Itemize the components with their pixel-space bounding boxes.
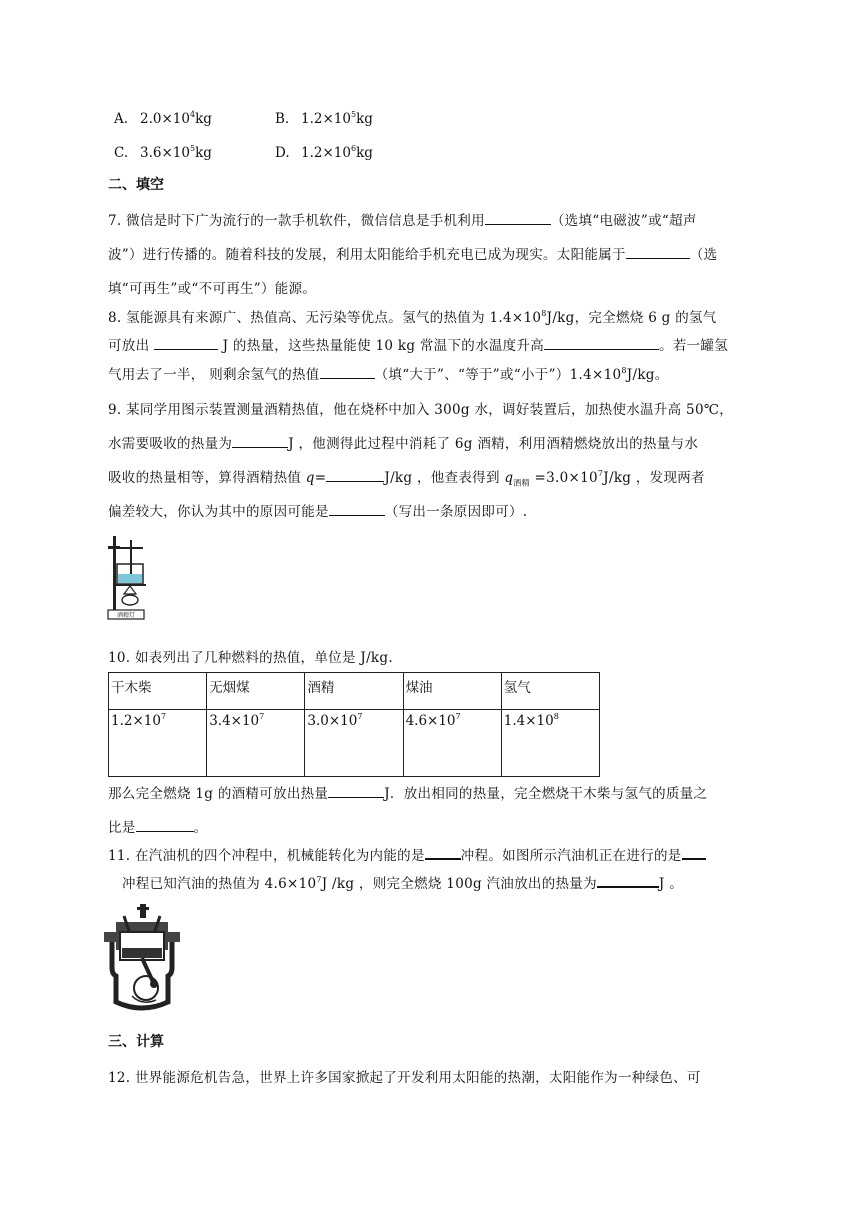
q11-blank-1[interactable] — [425, 847, 461, 860]
table-header-cell: 酒精 — [305, 673, 403, 710]
alcohol-burner-apparatus-figure — [104, 534, 148, 620]
option-b: B. $1.2\times 10^5kg$ — [275, 110, 373, 127]
q10-line-after-1: 那么完全燃烧 1g 的酒精可放出热量 J．放出相同的热量，完全燃烧干木柴与氢气的质量之 — [108, 786, 708, 802]
q11-blank-2[interactable] — [682, 847, 706, 860]
q10-blank-1[interactable] — [328, 786, 384, 798]
q10-intro: 10. 如表列出了几种燃料的热值，单位是 J/kg. — [108, 650, 393, 666]
q7-blank-2[interactable] — [626, 247, 690, 259]
q8-line-1: 8. 氢能源具有来源广、热值高、无污染等优点。氢气的热值为 $1.4\times 10^8J/kg$，完全燃烧 6 g 的氢气 — [108, 309, 717, 326]
section-heading-calc: 三、计算 — [108, 1034, 164, 1050]
q7-line-1: 7. 微信是时下广为流行的一款手机软件，微信信息是手机利用 （选填“电磁波”或“超声 — [108, 213, 697, 229]
table-value-cell: $1.4\times 10^8$ — [501, 710, 599, 777]
table-header-cell: 氢气 — [501, 673, 599, 710]
q8-blank-2[interactable] — [544, 338, 659, 350]
section-heading-fill: 二、填空 — [108, 177, 164, 193]
table-value-cell: $1.2\times 10^7$ — [109, 710, 207, 777]
q9-blank-3[interactable] — [329, 504, 385, 516]
q7-line-2: 波”）进行传播的。随着科技的发展，利用太阳能给手机充电已成为现实。太阳能属于 （选 — [108, 247, 718, 263]
table-value-cell: $3.4\times 10^7$ — [207, 710, 305, 777]
figure-base-label: 酒精灯 — [116, 612, 136, 619]
q9-line-3: 吸收的热量相等，算得酒精热值 q= J/kg ，他查表得到 $q_{酒精} =3.0\times 10^7J/kg$ ，发现两者 — [108, 469, 705, 488]
q12-line-1: 12. 世界能源危机告急，世界上许多国家掀起了开发利用太阳能的热潮，太阳能作为一种绿色、可 — [108, 1070, 701, 1086]
q7-blank-1[interactable] — [485, 213, 551, 225]
q10-blank-2[interactable] — [136, 820, 194, 832]
q8-blank-1[interactable] — [154, 338, 218, 350]
q9-line-1: 9. 某同学用图示装置测量酒精热值，他在烧杯中加入 300g 水，调好装置后，加热使水温升高 50℃， — [108, 402, 734, 418]
q7-line-3: 填“可再生”或“不可再生”）能源。 — [108, 281, 317, 297]
q11-line-1: 11. 在汽油机的四个冲程中，机械能转化为内能的是 冲程。如图所示汽油机正在进行的是 — [108, 844, 706, 864]
table-header-cell: 无烟煤 — [207, 673, 305, 710]
option-c: C. $3.6\times 10^5kg$ — [114, 144, 212, 161]
gasoline-engine-figure — [102, 902, 182, 1012]
option-a: A. $2.0\times 10^4kg$ — [114, 110, 212, 127]
q9-blank-2[interactable] — [326, 470, 384, 482]
q8-blank-3[interactable] — [320, 367, 375, 379]
q8-line-2: 可放出 J 的热量，这些热量能使 10 kg 常温下的水温度升高 。若一罐氢 — [108, 338, 729, 354]
option-d: D. $1.2\times 10^6kg$ — [275, 144, 373, 161]
q11-line-2: 冲程已知汽油的热值为 $4.6\times 10^7J$ /kg ，则完全燃烧 100g 汽油放出的热量为 J 。 — [122, 875, 684, 892]
q9-blank-1[interactable] — [232, 436, 288, 448]
table-header-cell: 干木柴 — [109, 673, 207, 710]
q10-line-after-2: 比是 。 — [108, 820, 208, 836]
q8-line-3: 气用去了一半， 则剩余氢气的热值 （填“大于”、“等于”或“小于$”)1.4\times 10^8J/kg$。 — [108, 366, 669, 383]
q9-line-2: 水需要吸收的热量为 J ，他测得此过程中消耗了 6g 酒精，利用酒精燃烧放出的热量与水 — [108, 436, 699, 452]
q9-line-4: 偏差较大，你认为其中的原因可能是 （写出一条原因即可）. — [108, 504, 528, 520]
table-header-cell: 煤油 — [403, 673, 501, 710]
q11-blank-3[interactable] — [597, 875, 659, 888]
table-value-cell: $4.6\times 10^7$ — [403, 710, 501, 777]
table-value-cell: $3.0\times 10^7$ — [305, 710, 403, 777]
fuel-heat-value-table — [108, 672, 600, 777]
